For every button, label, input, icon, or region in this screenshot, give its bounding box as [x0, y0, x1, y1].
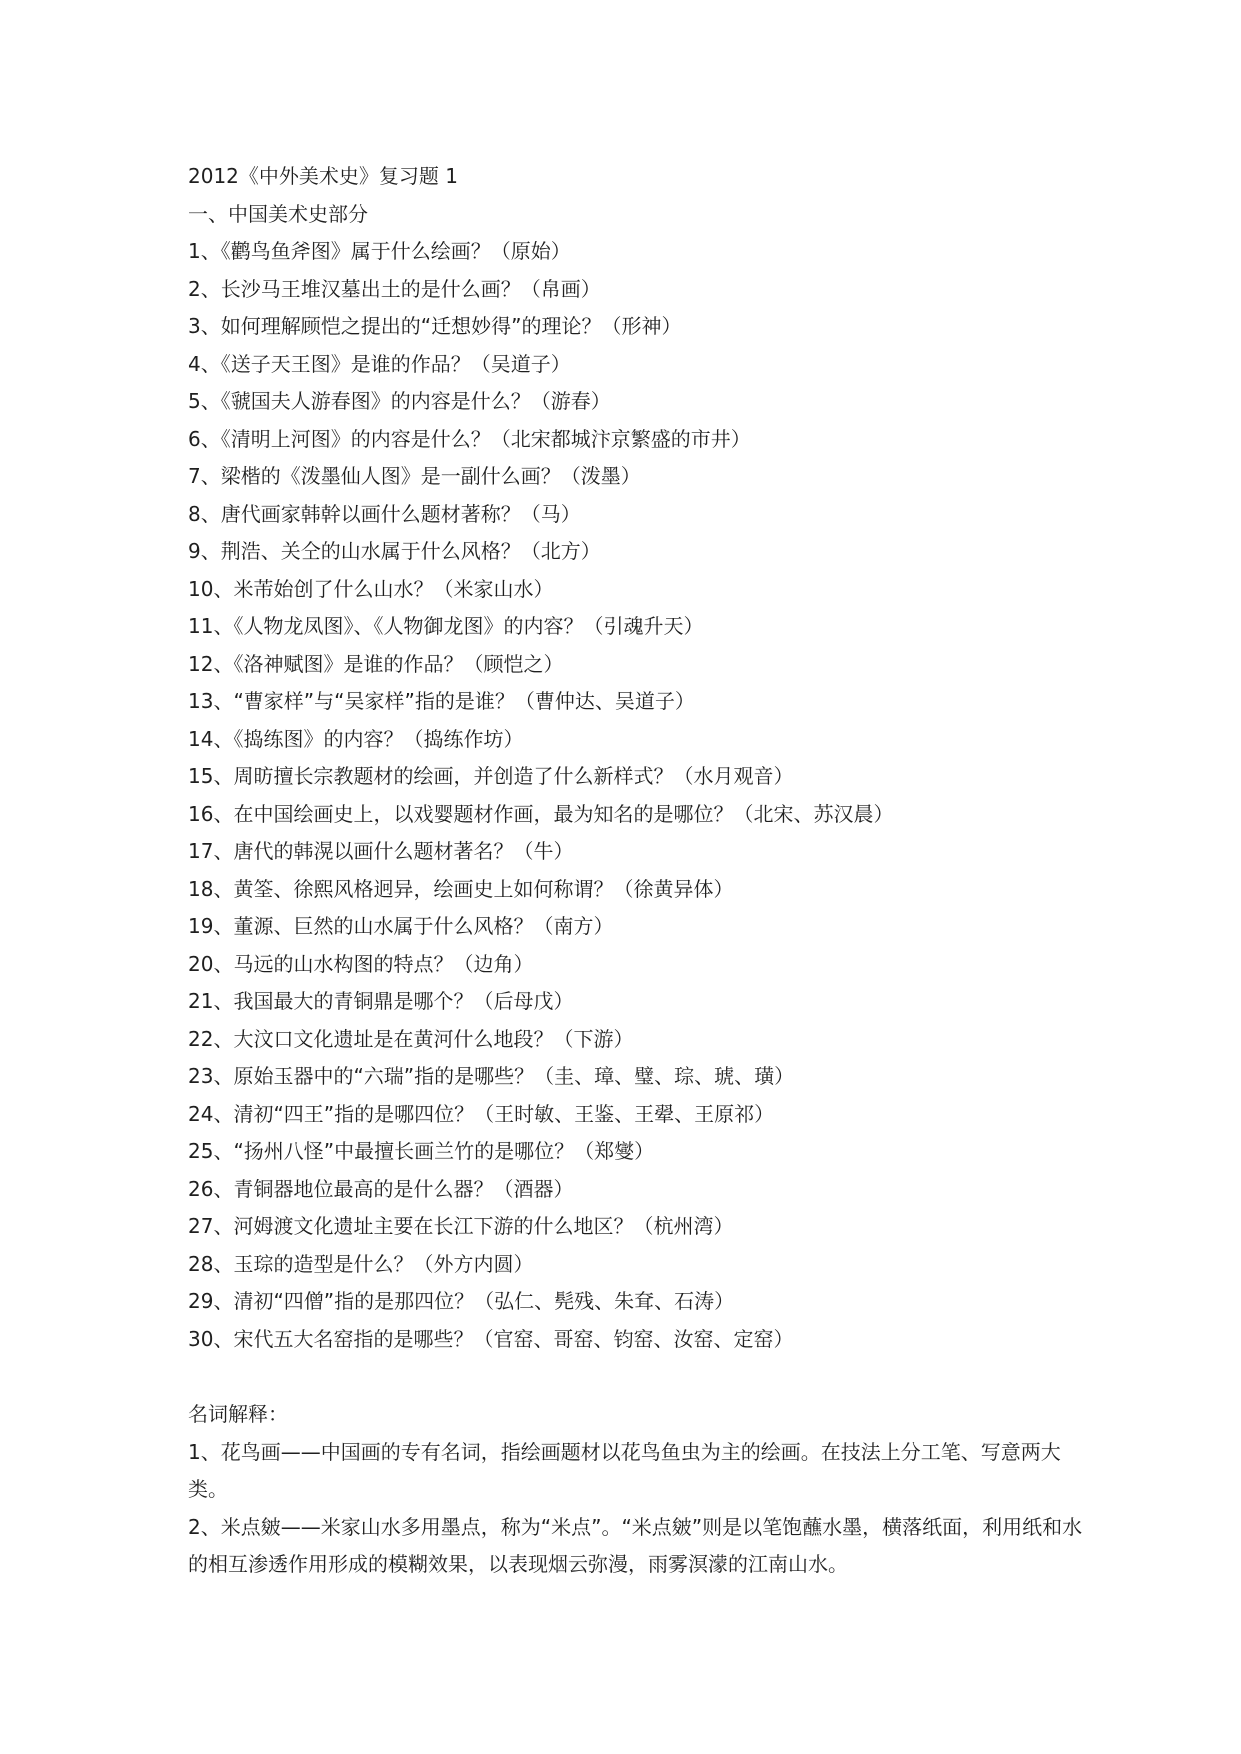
- question-item: 4、《送子天王图》是谁的作品？（吴道子）: [188, 351, 571, 376]
- question-item: 8、唐代画家韩幹以画什么题材著称？（马）: [188, 501, 581, 526]
- question-item: 7、梁楷的《泼墨仙人图》是一副什么画？（泼墨）: [188, 464, 641, 488]
- question-item: 27、河姆渡文化遗址主要在长江下游的什么地区？（杭州湾）: [188, 1214, 734, 1238]
- question-item: 28、玉琮的造型是什么？（外方内圆）: [188, 1251, 534, 1276]
- document-page: [188, 158, 1088, 1584]
- definition-list: [188, 1434, 1088, 1584]
- question-item: 9、荆浩、关仝的山水属于什么风格？（北方）: [188, 539, 601, 563]
- blank-line: [188, 1358, 1088, 1396]
- question-item: 26、青铜器地位最高的是什么器？（酒器）: [188, 1176, 574, 1201]
- question-item: 24、清初“四王”指的是哪四位？（王时敏、王鉴、王翚、王原祁）: [188, 1101, 775, 1126]
- document-title: 2012《中外美术史》复习题 1: [188, 164, 458, 188]
- question-item: 2、长沙马王堆汉墓出土的是什么画？（帛画）: [188, 276, 601, 301]
- definition-item: 1、花鸟画——中国画的专有名词，指绘画题材以花鸟鱼虫为主的绘画。在技法上分工笔、写意两大类。: [188, 1439, 1061, 1501]
- question-item: 29、清初“四僧”指的是那四位？（弘仁、髡残、朱耷、石涛）: [188, 1289, 735, 1313]
- question-item: 22、大汶口文化遗址是在黄河什么地段？（下游）: [188, 1026, 634, 1051]
- question-item: 18、黄筌、徐熙风格迥异，绘画史上如何称谓？（徐黄异体）: [188, 876, 734, 901]
- question-item: 25、“扬州八怪”中最擅长画兰竹的是哪位？（郑燮）: [188, 1139, 655, 1163]
- question-item: 21、我国最大的青铜鼎是哪个？（后母戊）: [188, 989, 574, 1013]
- question-item: 17、唐代的韩滉以画什么题材著名？（牛）: [188, 839, 574, 863]
- section-heading-chinese-art-history: 一、中国美术史部分: [188, 201, 368, 226]
- question-item: 30、宋代五大名窑指的是哪些？（官窑、哥窑、钧窑、汝窑、定窑）: [188, 1326, 794, 1351]
- question-item: 10、米芾始创了什么山水？（米家山水）: [188, 576, 554, 601]
- question-item: 16、在中国绘画史上，以戏婴题材作画，最为知名的是哪位？（北宋、苏汉晨）: [188, 801, 894, 826]
- question-item: 19、董源、巨然的山水属于什么风格？（南方）: [188, 914, 614, 938]
- question-list: [188, 233, 1088, 1358]
- question-item: 5、《虢国夫人游春图》的内容是什么？（游春）: [188, 389, 611, 413]
- definition-item: 2、米点皴——米家山水多用墨点，称为“米点”。“米点皴”则是以笔饱蘸水墨，横落纸面，利用纸和水的相互渗透作用形成的模糊效果，以表现烟云弥漫，雨雾溟濛的江南山水。: [188, 1514, 1083, 1576]
- question-item: 20、马远的山水构图的特点？（边角）: [188, 951, 534, 976]
- question-item: 15、周昉擅长宗教题材的绘画，并创造了什么新样式？（水月观音）: [188, 764, 794, 788]
- question-item: 23、原始玉器中的“六瑞”指的是哪些？（圭、璋、璧、琮、琥、璜）: [188, 1064, 795, 1088]
- question-item: 6、《清明上河图》的内容是什么？（北宋都城汴京繁盛的市井）: [188, 426, 751, 451]
- question-item: 3、如何理解顾恺之提出的“迁想妙得”的理论？（形神）: [188, 314, 682, 338]
- question-item: 14、《捣练图》的内容？（捣练作坊）: [188, 726, 524, 751]
- question-item: 12、《洛神赋图》是谁的作品？（顾恺之）: [188, 651, 564, 676]
- section-heading-term-definitions: 名词解释：: [188, 1402, 288, 1426]
- question-item: 13、“曹家样”与“吴家样”指的是谁？（曹仲达、吴道子）: [188, 689, 695, 713]
- question-item: 11、《人物龙凤图》、《人物御龙图》的内容？（引魂升天）: [188, 614, 704, 638]
- question-item: 1、《鹳鸟鱼斧图》属于什么绘画？（原始）: [188, 239, 571, 263]
